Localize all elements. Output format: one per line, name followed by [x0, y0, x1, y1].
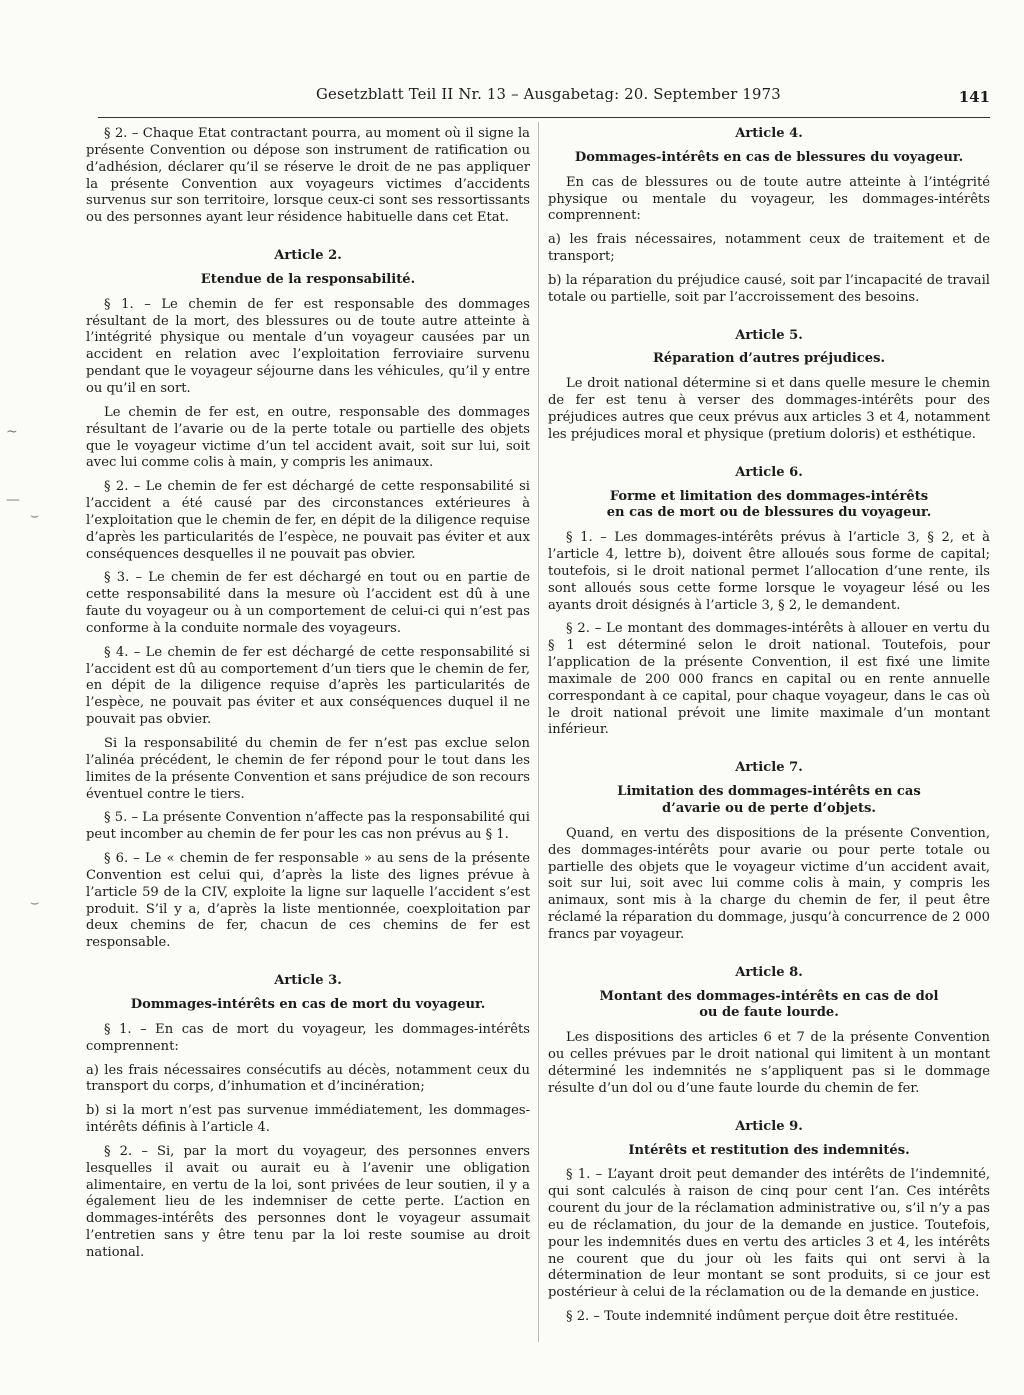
page-number: 141 — [958, 88, 990, 106]
heading-line: Limitation des dommages-intérêts en cas — [617, 784, 921, 800]
article-heading — [548, 489, 990, 523]
paragraph: § 2. – Si, par la mort du voyageur, des personnes envers lesquelles il avait ou aurait eu à l’avenir une obligation alimentaire, en vertu de la loi, sont privées de leur soutien, il y a également lieu de les indemniser de cette perte. L’action en dommages-intérêts des personnes dont le voyageur assumait l’entretien sans y être tenu par la loi reste soumise au droit national. — [86, 1143, 530, 1260]
paragraph: § 1. – Les dommages-intérêts prévus à l’article 3, § 2, et à l’article 4, lettre b), doivent être alloués sous forme de capital; toutefois, si le droit national permet l’allocation d’une rente, ils sont alloués sous cette forme lorsque le voyageur lésé ou les ayants droit désignés à l’article 3, § 2, le demandent. — [548, 530, 990, 613]
article-title: Article 5. — [735, 327, 803, 343]
article-title: Article 6. — [735, 464, 803, 480]
article-heading: Intérêts et restitution des indemnités. — [628, 1142, 910, 1158]
heading-line: Montant des dommages-intérêts en cas de dol — [599, 988, 939, 1004]
article-title: Article 8. — [735, 964, 803, 980]
left-column — [86, 126, 530, 1269]
paragraph: Les dispositions des articles 6 et 7 de la présente Convention ou celles prévues par le droit national qui limitent à un montant déterminé les indemnités ne s’appliquent pas si le dommage résulte d’un dol ou d’une faute lourde du chemin de fer. — [548, 1030, 990, 1096]
heading-line: d’avarie ou de perte d’objets. — [662, 801, 876, 816]
article-heading — [548, 784, 990, 818]
article-title: Article 2. — [274, 248, 342, 264]
paragraph: § 2. – Toute indemnité indûment perçue doit être restituée. — [566, 1309, 959, 1325]
journal-title: Gesetzblatt Teil II Nr. 13 – Ausgabetag: 20. September 1973 — [316, 86, 781, 103]
article-heading: Etendue de la responsabilité. — [200, 271, 416, 287]
paragraph: § 5. – La présente Convention n’affecte pas la responsabilité qui peut incomber au chemin de fer pour les cas non prévus au § 1. — [86, 810, 530, 843]
article-title: Article 7. — [735, 760, 803, 776]
paragraph: § 4. – Le chemin de fer est déchargé de cette responsabilité si l’accident est dû au comportement d’un tiers que le chemin de fer, en dépit de la diligence requise d’après les particularités de l’espèce, ne pouvait pas éviter et aux conséquences duquel il ne pouvait pas obvier. — [86, 644, 530, 728]
paragraph: § 1. – En cas de mort du voyageur, les dommages-intérêts comprennent: — [86, 1021, 530, 1054]
margin-mark: ⌣ — [30, 508, 40, 524]
paragraph: Si la responsabilité du chemin de fer n’est pas exclue selon l’alinéa précédent, le chemin de fer répond pour le tout dans les limites de la présente Convention et sans préjudice de son recours éventuel contre le tiers. — [86, 736, 530, 802]
paragraph: En cas de blessures ou de toute autre atteinte à l’intégrité physique ou mentale du voyageur, les dommages-intérêts comprennent: — [548, 174, 990, 224]
article-title: Article 4. — [735, 126, 803, 141]
heading-line: ou de faute lourde. — [699, 1005, 839, 1021]
list-item: a) les frais nécessaires, notamment ceux de traitement et de transport; — [548, 232, 990, 265]
list-item: b) si la mort n’est pas survenue immédiatement, les dommages-intérêts définis à l’article 4. — [86, 1103, 530, 1136]
right-column — [548, 126, 990, 1333]
heading-line: Forme et limitation des dommages-intérêts — [609, 488, 929, 504]
page-header — [60, 80, 990, 110]
paragraph: § 2. – Le montant des dommages-intérêts à allouer en vertu du § 1 est déterminé selon le droit national. Toutefois, pour l’application de la présente Convention, il est fixé une limite maximale de 200 000 francs en capital ou en rente annuelle correspondant à ce capital, pour chaque voyageur, dans le cas où le droit national prévoit une limite maximale d’un montant inférieur. — [548, 621, 990, 738]
article-heading: Dommages-intérêts en cas de blessures du voyageur. — [574, 149, 964, 165]
paragraph: Le chemin de fer est, en outre, responsable des dommages résultant de l’avarie ou de la perte totale ou partielle des objets que le voyageur victime d’un tel accident avait, soit sur lui, soit avec lui comme colis à main, y compris les animaux. — [86, 404, 530, 471]
paragraph: § 1. – Le chemin de fer est responsable des dommages résultant de la mort, des blessures ou de toute autre atteinte à l’intégrité physique ou mentale d’un voyageur causées par un accident en relation avec l’exploitation ferroviaire survenu pendant que le voyageur séjourne dans les véhicules, qu’il y entre ou qu’il en sort. — [86, 296, 530, 396]
paragraph: § 2. – Le chemin de fer est déchargé de cette responsabilité si l’accident a été causé par des circonstances extérieures à l’exploitation que le chemin de fer, en dépit de la diligence requise d’après les particularités de l’espèce, ne pouvait pas éviter et aux conséquences desquelles il ne pouvait pas obvier. — [86, 479, 530, 562]
article-title: Article 9. — [735, 1118, 803, 1134]
heading-line: en cas de mort ou de blessures du voyageur. — [606, 505, 932, 521]
article-title: Article 3. — [274, 973, 342, 989]
article-heading: Dommages-intérêts en cas de mort du voyageur. — [130, 996, 486, 1012]
column-divider — [538, 122, 539, 1342]
list-item: b) la réparation du préjudice causé, soit par l’incapacité de travail totale ou partielle, soit par l’accroissement des besoins. — [548, 272, 990, 305]
header-rule — [98, 117, 990, 118]
list-item: a) les frais nécessaires consécutifs au décès, notamment ceux du transport du corps, d’inhumation et d’incinération; — [86, 1062, 530, 1095]
paragraph: § 1. – L’ayant droit peut demander des intérêts de l’indemnité, qui sont calculés à raison de cinq pour cent l’an. Ces intérêts courent du jour de la réclamation administrative ou, s’il n’y a pas eu de réclamation, du jour de la demande en justice. Toutefois, pour les indemnités dues en vertu des articles 3 et 4, les intérêts ne courent que du jour où les faits qui ont servi à la détermination de leur montant se sont produits, si ce jour est postérieur à celui de la réclamation ou de la demande en justice. — [548, 1167, 990, 1301]
paragraph: Le droit national détermine si et dans quelle mesure le chemin de fer est tenu à verser des dommages-intérêts pour des préjudices autres que ceux prévus aux articles 3 et 4, notamment les préjudices moral et physique (pretium doloris) et esthétique. — [548, 376, 990, 442]
paragraph: § 3. – Le chemin de fer est déchargé en tout ou en partie de cette responsabilité dans la mesure où l’accident est dû à une faute du voyageur ou à un comportement de celui-ci qui n’est pas conforme à la conduite normale des voyageurs. — [86, 570, 530, 636]
margin-mark: ⌣ — [30, 895, 40, 911]
article-heading: Réparation d’autres préjudices. — [653, 351, 885, 367]
paragraph: § 6. – Le « chemin de fer responsable » au sens de la présente Convention est celui qui, d’après la liste des lignes prévue à l’article 59 de la CIV, exploite la ligne sur laquelle l’accident s’est produit. S’il y a, d’après la liste mentionnée, coexploitation par deux chemins de fer, chacun de ces chemins de fer est responsable. — [86, 851, 530, 951]
paragraph: Quand, en vertu des dispositions de la présente Convention, des dommages-intérêts pour avarie ou pour perte totale ou partielle des objets que le voyageur victime d’un accident avait, soit sur lui, soit avec lui comme colis à main, y compris les animaux, sont mis à la charge du chemin de fer, il peut être réclamé la réparation du dommage, jusqu’à concurrence de 2 000 francs par voyageur. — [548, 825, 990, 942]
margin-mark: ~ — [6, 424, 18, 440]
article-heading — [548, 989, 990, 1023]
margin-mark: — — [6, 492, 20, 508]
paragraph: § 2. – Chaque Etat contractant pourra, au moment où il signe la présente Convention ou dépose son instrument de ratification ou d’adhésion, déclarer qu’il se réserve le droit de ne pas appliquer la présente Convention aux voyageurs victimes d’accidents survenus sur son territoire, lorsque ceux-ci sont ses ressortissants ou des personnes ayant leur résidence habituelle dans cet Etat. — [86, 126, 530, 226]
